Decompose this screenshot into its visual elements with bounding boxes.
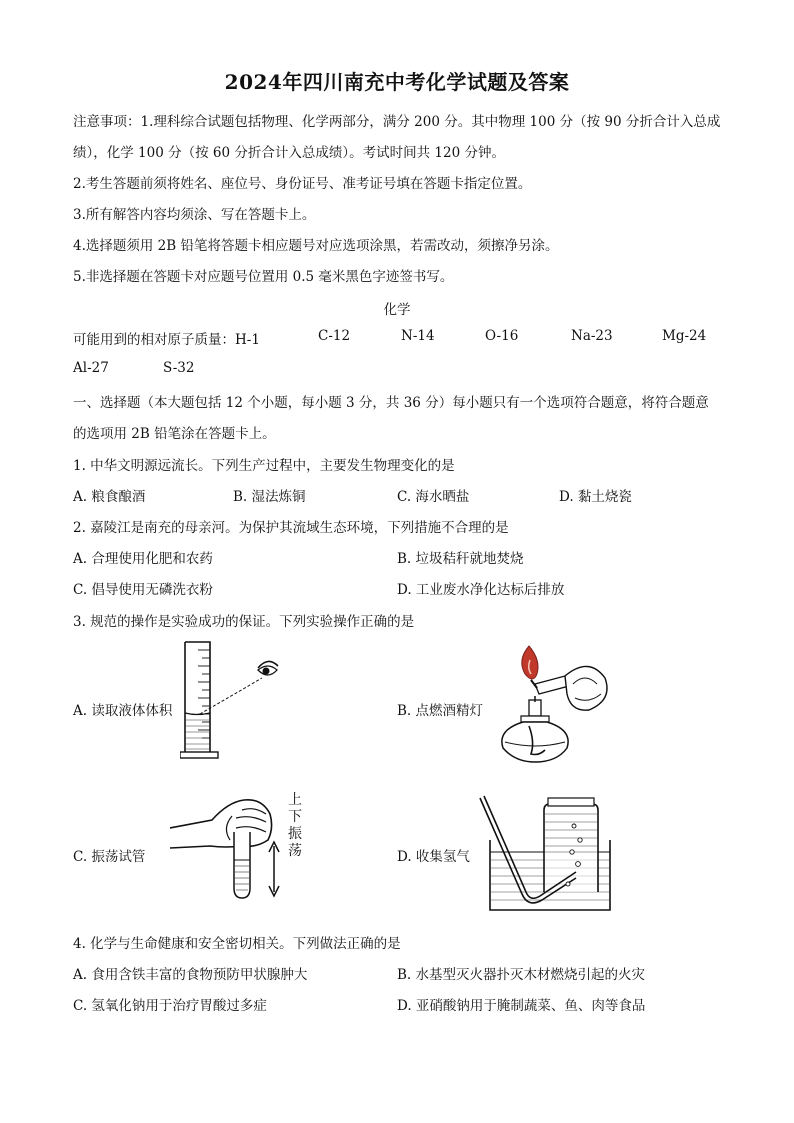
question-1-stem: 1. 中华文明源远流长。下列生产过程中，主要发生物理变化的是 xyxy=(73,458,455,474)
question-4-option-a[interactable]: A. 食用含铁丰富的食物预防甲状腺肿大 xyxy=(73,967,308,983)
notice-item-3: 3.所有解答内容均须涂、写在答题卡上。 xyxy=(73,207,316,223)
question-2-option-b[interactable]: B. 垃圾秸秆就地焚烧 xyxy=(397,551,524,567)
question-4-option-c[interactable]: C. 氢氧化钠用于治疗胃酸过多症 xyxy=(73,998,267,1014)
question-1-option-c[interactable]: C. 海水晒盐 xyxy=(397,489,470,505)
notice-item-5: 5.非选择题在答题卡对应题号位置用 0.5 毫米黑色字迹签书写。 xyxy=(73,269,454,285)
question-3-option-c[interactable]: C. 振荡试管 xyxy=(73,849,146,865)
section-heading-line-2: 的选项用 2B 铅笔涂在答题卡上。 xyxy=(73,426,276,442)
question-1-option-a[interactable]: A. 粮食酿酒 xyxy=(73,489,146,505)
notice-line-2: 绩），化学 100 分（按 60 分折合计入总成绩）。考试时间共 120 分钟。 xyxy=(73,145,505,161)
question-3-stem: 3. 规范的操作是实验成功的保证。下列实验操作正确的是 xyxy=(73,614,415,630)
atomic-mass-n: N-14 xyxy=(401,328,435,344)
question-2-option-c[interactable]: C. 倡导使用无磷洗衣粉 xyxy=(73,582,213,598)
shake-direction-label: 上下振荡 xyxy=(288,792,302,859)
question-3-option-d[interactable]: D. 收集氢气 xyxy=(397,849,470,865)
question-2-option-a[interactable]: A. 合理使用化肥和农药 xyxy=(73,551,213,567)
question-2-option-d[interactable]: D. 工业废水净化达标后排放 xyxy=(397,582,565,598)
alcohol-lamp-figure xyxy=(493,638,618,768)
question-4-stem: 4. 化学与生命健康和安全密切相关。下列做法正确的是 xyxy=(73,936,401,952)
gas-collection-figure xyxy=(478,792,618,917)
question-1-option-d[interactable]: D. 黏土烧瓷 xyxy=(559,489,632,505)
notice-line-1: 注意事项：1.理科综合试题包括物理、化学两部分，满分 200 分。其中物理 100 分（按 90 分折合计入总成 xyxy=(73,114,721,130)
question-2-stem: 2. 嘉陵江是南充的母亲河。为保护其流域生态环境，下列措施不合理的是 xyxy=(73,520,509,536)
atomic-mass-mg: Mg-24 xyxy=(662,328,707,344)
subject-heading: 化学 xyxy=(383,302,411,318)
question-3-option-b[interactable]: B. 点燃酒精灯 xyxy=(397,703,484,719)
atomic-mass-c: C-12 xyxy=(318,328,351,344)
atomic-mass-al: Al-27 xyxy=(73,360,109,376)
notice-item-2: 2.考生答题前须将姓名、座位号、身份证号、准考证号填在答题卡指定位置。 xyxy=(73,176,532,192)
atomic-mass-o: O-16 xyxy=(485,328,519,344)
question-4-option-b[interactable]: B. 水基型灭火器扑灭木材燃烧引起的火灾 xyxy=(397,967,646,983)
question-4-option-d[interactable]: D. 亚硝酸钠用于腌制蔬菜、鱼、肉等食品 xyxy=(397,998,646,1014)
atomic-mass-s: S-32 xyxy=(163,360,195,376)
atomic-mass-na: Na-23 xyxy=(571,328,613,344)
atomic-mass-label: 可能用到的相对原子质量：H-1 xyxy=(73,332,260,348)
section-heading-line-1: 一、选择题（本大题包括 12 个小题，每小题 3 分，共 36 分）每小题只有一个选项符合题意，将符合题意 xyxy=(73,395,709,411)
question-1-option-b[interactable]: B. 湿法炼铜 xyxy=(233,489,306,505)
graduated-cylinder-figure xyxy=(180,640,290,765)
question-3-option-a[interactable]: A. 读取液体体积 xyxy=(73,703,173,719)
notice-item-4: 4.选择题须用 2B 铅笔将答题卡相应题号对应选项涂黑，若需改动，须擦净另涂。 xyxy=(73,238,559,254)
page-title: 2024年四川南充中考化学试题及答案 xyxy=(224,70,570,94)
